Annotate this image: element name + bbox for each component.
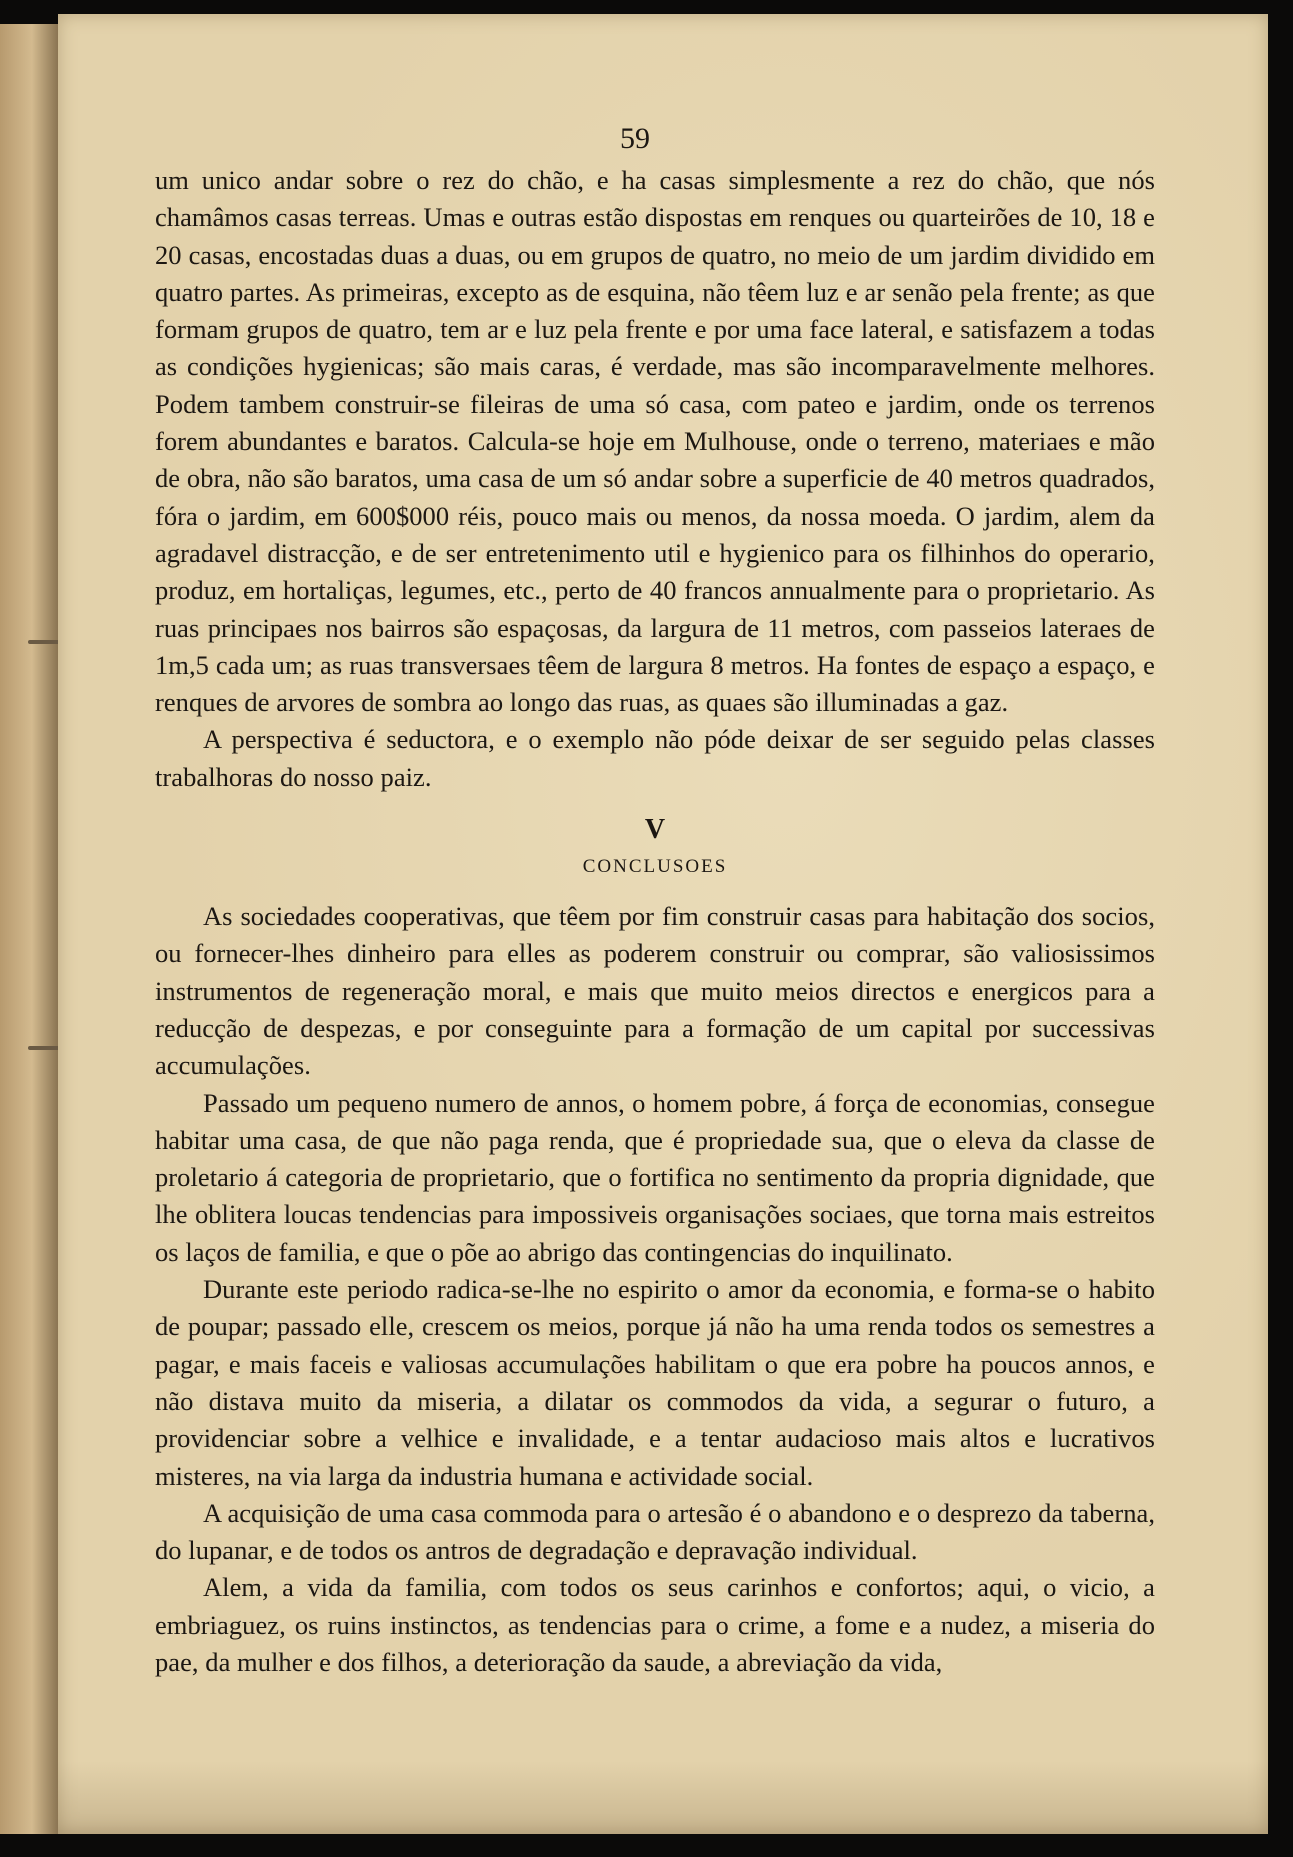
paragraph: Durante este periodo radica-se-lhe no espirito o amor da economia, e forma-se o habito de poupar; passado elle, crescem os meios, porque já não ha uma renda todos os semestres a pagar, e mais faceis e valiosas accumulações habilitam o que era pobre ha poucos annos, e não distava muito da miseria, a dilatar os commodos da vida, a segurar o futuro, a providenciar sobre a velhice e invalidade, e a tentar audacioso mais altos e lucrativos misteres, na via larga da industria humana e actividade social. — [155, 1274, 1155, 1491]
page-text — [155, 162, 1155, 1681]
section-number: V — [644, 814, 666, 846]
page-number: 59 — [620, 122, 650, 155]
paragraph: um unico andar sobre o rez do chão, e ha casas simplesmente a rez do chão, que nós chamâmos casas terreas. Umas e outras estão dispostas em renques ou quarteirões de 10, 18 e 20 casas, encostadas duas a duas, ou em grupos de quatro, no meio de um jardim dividido em quatro partes. As primeiras, excepto as de esquina, não têem luz e ar senão pela frente; as que formam grupos de quatro, tem ar e luz pela frente e por uma face lateral, e satisfazem a todas as condições hygienicas; são mais caras, é verdade, mas são incomparavelmente melhores. Podem tambem construir-se fileiras de uma só casa, com pateo e jardim, onde os terrenos forem abundantes e baratos. Calcula-se hoje em Mulhouse, onde o terreno, materiaes e mão de obra, não são baratos, uma casa de um só andar sobre a superficie de 40 metros quadrados, fóra o jardim, em 600$000 réis, pouco mais ou menos, da nossa moeda. O jardim, alem da agradavel distracção, e de ser entretenimento util e hygienico para os filhinhos do operario, produz, em hortaliças, legumes, etc., perto de 40 francos annualmente para o proprietario. As ruas principaes nos bairros são espaçosas, da largura de 11 metros, com passeios lateraes de 1m,5 cada um; as ruas transversaes têem de largura 8 metros. Ha fontes de espaço a espaço, e renques de arvores de sombra ao longo das ruas, as quaes são illuminadas a gaz. — [155, 165, 1155, 718]
paragraph: A acquisição de uma casa commoda para o artesão é o abandono e o desprezo da taberna, do lupanar, e de todos os antros de degradação e depravação individual. — [155, 1497, 1155, 1566]
paragraph: Passado um pequeno numero de annos, o homem pobre, á força de economias, consegue habitar uma casa, de que não paga renda, que é propriedade sua, que o eleva da classe de proletario á categoria de proprietario, que o fortifica no sentimento da propria dignidade, que lhe oblitera loucas tendencias para impossiveis organisações sociaes, que torna mais estreitos os laços de familia, e que o põe ao abrigo das contingencias do inquilinato. — [155, 1087, 1155, 1267]
paragraph: As sociedades cooperativas, que têem por fim construir casas para habitação dos socios, ou fornecer-lhes dinheiro para elles as poderem construir ou comprar, são valiosissimos instrumentos de regeneração moral, e mais que muito meios directos e energicos para a reducção de despezas, e por conseguinte para a formação de um capital por successivas accumulações. — [155, 901, 1155, 1081]
previous-page-edge — [0, 24, 60, 1834]
paragraph: Alem, a vida da familia, com todos os seus carinhos e confortos; aqui, o vicio, a embriaguez, os ruins instinctos, as tendencias para o crime, a fome e a nudez, a miseria do pae, da mulher e dos filhos, a deterioração da saude, a abreviação da vida, — [155, 1572, 1155, 1677]
paragraph: A perspectiva é seductora, e o exemplo não póde deixar de ser seguido pelas classes trabalhoras do nosso paiz. — [155, 724, 1155, 792]
section-title: CONCLUSOES — [582, 856, 728, 878]
